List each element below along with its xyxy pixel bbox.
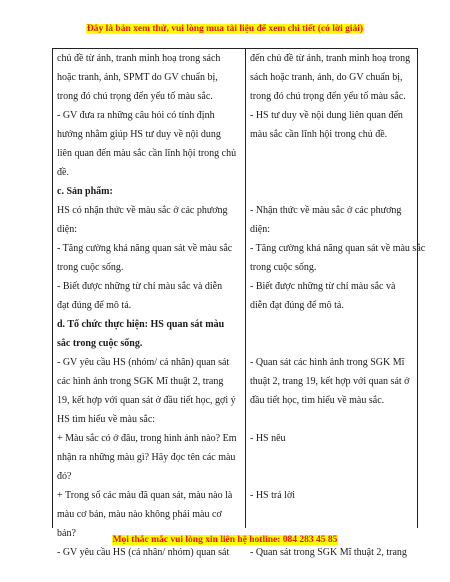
left-line: + Màu sắc có ở đâu, trong hình ảnh nào? Em bbox=[57, 433, 237, 444]
left-line: trong cuộc sống. bbox=[57, 262, 124, 273]
right-line: trong đó chú trọng đến yếu tố màu sắc. bbox=[250, 91, 406, 102]
right-line bbox=[250, 467, 416, 486]
left-line: diện: bbox=[57, 224, 77, 235]
right-line bbox=[250, 163, 416, 182]
left-line: hoặc tranh, ảnh, SPMT do GV chuẩn bị, bbox=[57, 72, 218, 83]
right-line: - Quan sát trong SGK Mĩ thuật 2, trang bbox=[250, 547, 407, 558]
column-divider bbox=[245, 49, 246, 528]
right-line: đầu tiết học, tìm hiểu về màu sắc. bbox=[250, 395, 385, 406]
left-line: chủ đề từ ảnh, tranh minh hoạ trong sách bbox=[57, 53, 221, 64]
right-line bbox=[250, 144, 416, 163]
right-line: sách hoặc tranh, ảnh, do GV chuẩn bị, bbox=[250, 72, 403, 83]
left-line: hướng nhằm giúp HS tư duy về nội dung bbox=[57, 129, 221, 140]
left-line: - Biết được những từ chỉ màu sắc và diễn bbox=[57, 281, 223, 292]
right-line bbox=[250, 315, 416, 334]
left-line: nhận ra những màu gì? Hãy đọc tên các màu bbox=[57, 452, 236, 463]
right-line: - Biết được những từ chỉ màu sắc và bbox=[250, 281, 396, 292]
left-line: trong đó chú trọng đến yếu tố màu sắc. bbox=[57, 91, 213, 102]
right-line: - Nhận thức về màu sắc ở các phương bbox=[250, 205, 402, 216]
right-line: - HS tư duy về nội dung liên quan đến bbox=[250, 110, 403, 121]
right-line: diện: bbox=[250, 224, 270, 235]
left-line: bản? bbox=[57, 528, 76, 539]
left-line: đề. bbox=[57, 167, 69, 178]
right-line: thuật 2, trang 19, kết hợp với quan sát ở bbox=[250, 376, 410, 387]
right-line bbox=[250, 182, 416, 201]
right-line: trong cuộc sống. bbox=[250, 262, 317, 273]
left-line: + Trong số các màu đã quan sát, màu nào là bbox=[57, 490, 233, 501]
teacher-activity-column bbox=[57, 49, 243, 562]
left-line: đó? bbox=[57, 471, 72, 482]
section-heading-organization: d. Tổ chức thực hiện: HS quan sát màu bbox=[57, 319, 225, 330]
right-line bbox=[250, 505, 416, 524]
student-activity-column bbox=[250, 49, 426, 562]
preview-notice-banner: Đây là bản xem thử, vui lòng mua tài liệu để xem chi tiết (có lời giải) bbox=[86, 24, 364, 34]
right-line: màu sắc cần lĩnh hội trong chủ đề. bbox=[250, 129, 388, 140]
right-line: đến chủ đề từ ảnh, tranh minh hoạ trong bbox=[250, 53, 411, 64]
section-heading-product: c. Sản phẩm: bbox=[57, 186, 113, 197]
left-line: HS có nhận thức về màu sắc ở các phương bbox=[57, 205, 228, 216]
right-line: - HS trả lời bbox=[250, 490, 296, 501]
right-line: - Quan sát các hình ảnh trong SGK Mĩ bbox=[250, 357, 405, 368]
left-line: - GV yêu cầu HS (nhóm/ cá nhân) quan sát bbox=[57, 357, 230, 368]
right-line: diễn đạt đúng để mô tả. bbox=[250, 300, 344, 311]
left-line: 19, kết hợp với quan sát ở đầu tiết học, gợi ý bbox=[57, 395, 236, 406]
left-line: đạt đúng để mô tả. bbox=[57, 300, 132, 311]
left-line: - GV yêu cầu HS (cá nhân/ nhóm) quan sát bbox=[57, 547, 230, 558]
left-line: màu cơ bản, màu nào không phải màu cơ bbox=[57, 509, 222, 520]
right-line bbox=[250, 448, 416, 467]
right-line: - HS nêu bbox=[250, 433, 286, 444]
hotline-contact-banner: Mọi thắc mắc vui lòng xin liên hệ hotline: 084 283 45 85 bbox=[112, 535, 338, 545]
left-line: - GV đưa ra những câu hỏi có tính định bbox=[57, 110, 215, 121]
right-line bbox=[250, 334, 416, 353]
left-line: HS tìm hiểu về màu sắc: bbox=[57, 414, 156, 425]
section-heading-organization-cont: sắc trong cuộc sống. bbox=[57, 338, 143, 349]
right-line bbox=[250, 410, 416, 429]
left-line: liên quan đến màu sắc cần lĩnh hội trong chủ bbox=[57, 148, 237, 159]
right-line: - Tăng cường khả năng quan sát về màu sắc bbox=[250, 243, 426, 254]
left-line: các hình ảnh trong SGK Mĩ thuật 2, trang bbox=[57, 376, 224, 387]
left-line: - Tăng cường khả năng quan sát về màu sắc bbox=[57, 243, 233, 254]
